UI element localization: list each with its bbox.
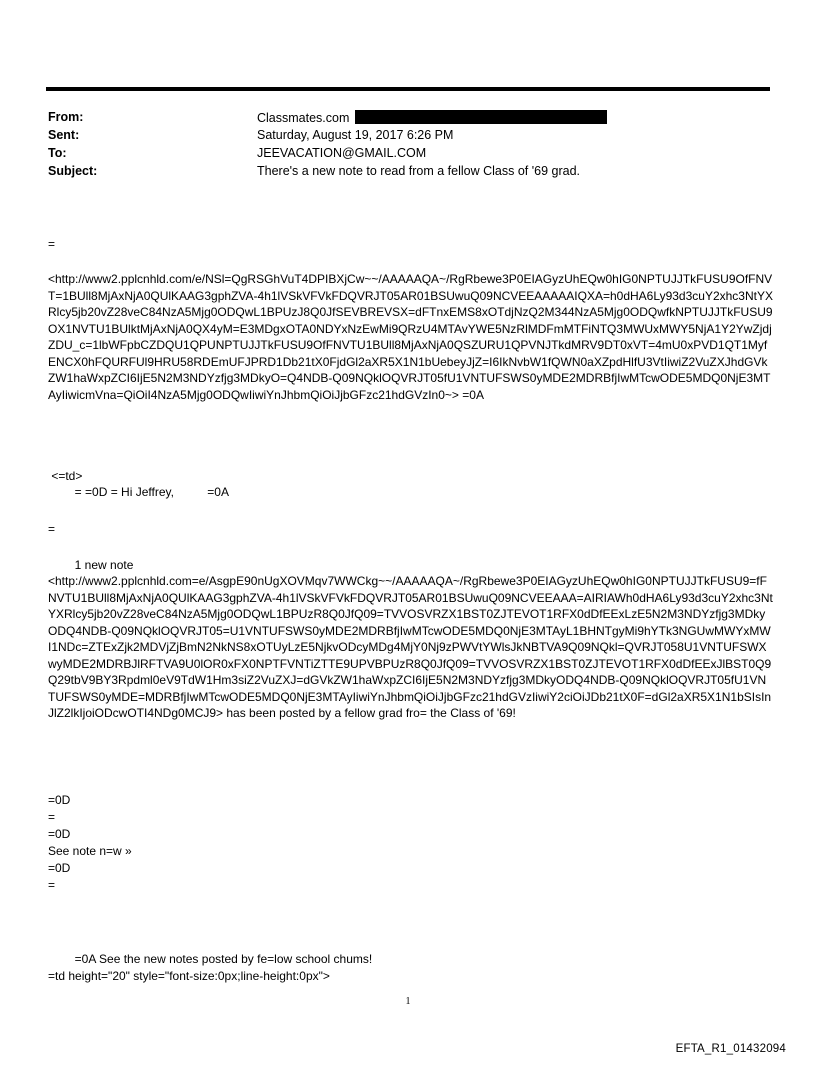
td-height-line: =td height="20" style="font-size:0px;line-height:0px"> [48, 969, 330, 983]
redaction-bar [355, 110, 607, 124]
tail-line-1: = [48, 810, 56, 824]
document-id: EFTA_R1_01432094 [675, 1043, 786, 1055]
body-eq-1: = [48, 237, 56, 251]
from-label: From: [48, 110, 84, 124]
header-rule [46, 87, 770, 91]
from-sender: Classmates.com [257, 111, 350, 125]
body-eq-2: = [48, 522, 56, 536]
tail-line-4: =0D [48, 861, 71, 875]
sent-label: Sent: [48, 128, 80, 142]
sent-value: Saturday, August 19, 2017 6:26 PM [257, 128, 454, 142]
tail-line-2: =0D [48, 827, 71, 841]
see-note-link[interactable]: See note n=w » [48, 844, 132, 858]
subject-label: Subject: [48, 164, 98, 178]
tracking-link-1[interactable]: <http://www2.pplcnhld.com/e/NSl=QgRSGhVuT4DPIBXjCw~~/AAAAAQA~/RgRbewe3P0EIAGyzUhEQw0hIG0NPTUJJTkFUSU9OfFNVT=1BUll8MjAxNjA0QUlKAAG3gphZVA-4h1lVSkVFVkFDQVRJT05AR01BSUwuQ09NCVEEAAAAAIQXA=h0dHA6Ly93d3cuY2xhc3NtYXRlcy5jb20vZ28veC84NzA5Mjg0ODQwL1BPUzJ8Q0JfSEVBREVSX=dFTnxEMS8xOTdjNzQ2M344NzA5Mjg0ODQwfkNPTUJJTkFUSU9OX1NVTU1BUlktMjAxNjA0QX4yM=E3MDgxOTA0NDYxNzEwMi9QRzU4MTAvYWE5NzRlMDFmMTFiNTQ3MWUxMWY5NjA1Y2YwZjdjZDU_c=1lbWFpbCZDQU1QPUNPTUJJTkFUSU9OfFNVTU1BUll8MjAxNjA0QSZURU1QPVNJTkdMRV9DT0xVT=4mU0xPVD1QT1MyfENCX0hFQURFUl9HRU58RDEmUFJPRD1Db21tX0FjdGl2aXR5X1N1bUebeyJjZ=I6IkNvbW1fQWN0aXZpdHlfU3VtIiwiZ2VuZXJhdGVkZW1haWxpZCI6IjE5N2M3NDYzfjg3MDkyO=Q4NDB-Q09NQklOQVRJT05fU1VNTUFSWS0yMDE2MDRBfjIwMTcwODE5MDQ0NjE3MTAyIiwicmVna=QiOiI4NzA5Mjg0ODQwIiwiYnJhbmQiOiJjbGFzc21hdGVzIn0~> =0A [48, 272, 773, 402]
tail-line-0: =0D [48, 793, 71, 807]
tracking-link-2[interactable]: <http://www2.pplcnhld.com=e/AsgpE90nUgXOVMqv7WWCkg~~/AAAAAQA~/RgRbewe3P0EIAGyzUhEQw0hIG0NPTUJJTkFUSU9=fFNVTU1BUll8MjAxNjA0QUlKAAG3gphZVA-4h1lVSkVFVkFDQVRJT05AR01BSUwuQ09NCVEEAAA=AIRIAWh0dHA6Ly93d3cuY2xhc3NtYXRlcy5jb20vZ28veC84NzA5Mjg0ODQwL1BPUzR8Q0JfQ09=TVVOSVRZX1BST0ZJTEVOT1RFX0dDfEExLzE5N2M3NDYzfjg3MDkyODQ4NDB-Q09NQklOQVRJT05=U1VNTUFSWS0yMDE2MDRBfjIwMTcwODE5MDQ0NjE3MTAyL1BHNTgyMi9hYTk3NGUwMWYxMWI1NDc=ZTExZjk2MDVjZjBmN2NkNS8xOTUyLzE5NjkvODcyMDg4MjY0Nj9zPWVtYWlsJkNBTVA9Q09NQkl=QVRJT058U1VNTUFSWXwyMDE2MDRBJlRFTVA9U0lOR0xFX0NPTFVNTiZTTE9UPVBPUzR8Q0JfQ09=TVVOSVRZX1BST0ZJTEVOT1RFX0dDfEExJlBST0Q9Q29tbV9BY3Rpdml0eV9TdW1Hm3siZ2VuZXJ=dGVkZW1haWxpZCI6IjE5N2M3NDYzfjg3MDkyODQ4NDB-Q09NQklOQVRJT05fU1VNTUFSWS0yMDE=MDRBfjIwMTcwODE5MDQ0NjE3MTAyIiwiYnJhbmQiOiJjbGFzc21hdGVzIiwiY2ciOiJDb21tX0F=dGl2aXR5X1N1bSIsInJlZ2lkIjoiODcwOTI4NDg0MCJ9> has been posted by a fellow grad fro= the Class of '69! [48, 574, 773, 720]
greeting-line: = =0D = Hi Jeffrey, =0A [48, 485, 229, 499]
td-open-line: <=td> [48, 469, 83, 483]
to-value: JEEVACATION@GMAIL.COM [257, 146, 427, 160]
subject-value: There's a new note to read from a fellow Class of '69 grad. [257, 164, 580, 178]
tail-line-5: = [48, 878, 56, 892]
to-label: To: [48, 146, 67, 160]
new-note-line: 1 new note [48, 558, 134, 572]
page-number: 1 [405, 996, 411, 1007]
see-notes-line: =0A See the new notes posted by fe=low school chums! [48, 952, 373, 966]
from-value [257, 110, 607, 125]
